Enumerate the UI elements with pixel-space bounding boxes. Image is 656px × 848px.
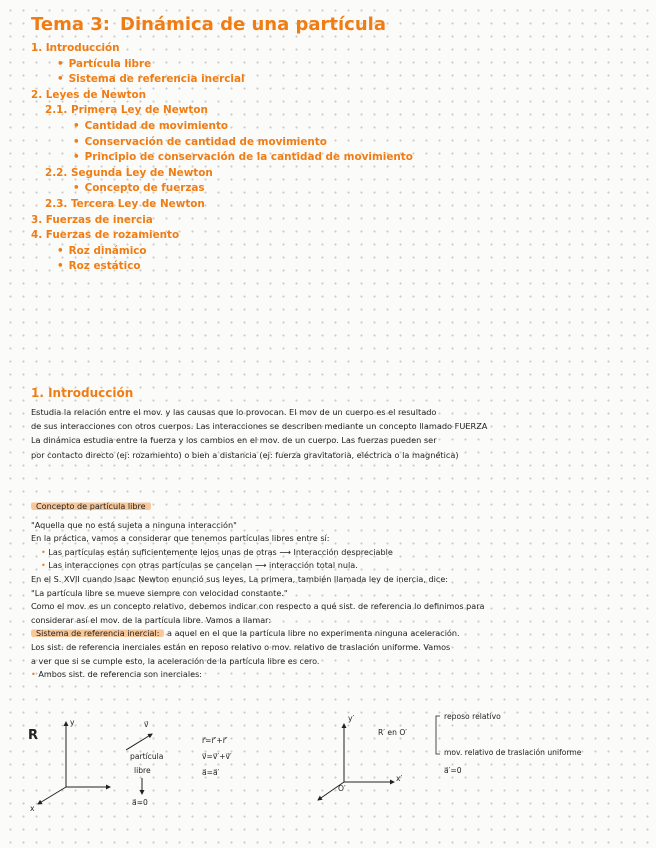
bullet-mark: • — [57, 73, 64, 86]
bullet-mark: • — [73, 119, 80, 132]
r-prime-label: R′ en O′ — [378, 728, 408, 737]
particle-line: a ver que si se cumple esto, la aceleración de la partícula libre es cero. — [31, 655, 320, 666]
particle-block — [31, 500, 636, 682]
equation-r: r⃗=r⃗′+r⃗′ — [202, 736, 228, 745]
paragraph-line: por contacto directo (ej: rozamiento) o bien a distancia (ej: fuerza gravitatoria, eléctrica o la magnética) — [31, 449, 459, 460]
a-zero-label: a⃗=0 — [132, 798, 148, 807]
y-label: y — [70, 718, 75, 727]
particle-line: En la práctica, vamos a considerar que tenemos partículas libres entre sí: — [31, 533, 330, 544]
toc-item-label: Roz dinámico — [68, 244, 147, 257]
velocity-arrow — [126, 734, 152, 750]
toc-item-label: 2.3. Tercera Ley de Newton — [45, 197, 205, 210]
list-item: • Ambos sist. de referencia son inerciales: — [31, 669, 203, 680]
sri-label: Sistema de referencia inercial: — [31, 628, 164, 638]
particle-bullet-last: Ambos sist. de referencia son inerciales: — [38, 669, 203, 680]
toc-item — [31, 228, 413, 244]
reposo-label: reposo relativo — [444, 712, 501, 721]
toc-item — [31, 103, 413, 119]
particle-line: Los sist. de referencia inerciales están en reposo relativo o mov. relativo de traslación uniforme. Vamos — [31, 641, 451, 652]
bullet-mark: • — [73, 135, 80, 148]
equation-v: v⃗=v⃗′+v⃗′ — [202, 752, 232, 761]
particle-line: En el S. XVII cuando Isaac Newton enunció sus leyes. La primera, también llamada ley de inercia, dice: — [31, 573, 449, 584]
frame-r-label: R — [28, 728, 39, 743]
particle-bullet: Las interacciones con otras partículas se cancelan ⟶ interacción total nula. — [48, 560, 358, 571]
bracket — [436, 716, 440, 754]
page-title — [31, 14, 386, 35]
reference-frames-diagram — [22, 712, 642, 842]
list-item: • Las interacciones con otras partículas se cancelan ⟶ interacción total nula. — [41, 560, 358, 571]
v-label: v⃗ — [144, 720, 149, 729]
particle-bullet: Las partículas están suficientemente lejos unas de otras ⟶ Interacción despreciable — [48, 546, 393, 557]
toc-item-label: Partícula libre — [68, 57, 152, 70]
particle-line: considerar así el mov. de la partícula libre. Vamos a llamar: — [31, 614, 272, 625]
particle-line: "Aquella que no está sujeta a ninguna interacción" — [31, 519, 237, 530]
y-prime-label: y′ — [348, 714, 355, 723]
toc-item — [31, 213, 413, 229]
mov-rel-label: mov. relativo de traslación uniforme — [444, 748, 582, 757]
particula-label: partícula — [130, 752, 164, 761]
toc-item — [31, 181, 413, 197]
title-text: Dinámica de una partícula — [120, 14, 386, 35]
x-label: x — [30, 804, 35, 813]
toc-item — [31, 41, 413, 57]
bullet-mark: • — [57, 57, 64, 70]
toc-item-label: 2.2. Segunda Ley de Newton — [45, 166, 213, 179]
toc-item — [31, 119, 413, 135]
diagram-lines — [22, 712, 642, 842]
toc-item-label: Concepto de fuerzas — [84, 182, 205, 195]
paragraph-line: La dinámica estudia entre la fuerza y los cambios en el mov. de un cuerpo. Las fuerzas pueden ser — [31, 435, 437, 446]
paragraph-line: de sus interacciones con otros cuerpos. Las interacciones se describen mediante un concepto llamado FUERZA — [31, 421, 488, 432]
section-1-paragraph — [31, 405, 631, 462]
sri-definition: a aquel en el que la partícula libre no experimenta ninguna aceleración. — [167, 628, 460, 639]
table-of-contents — [31, 41, 413, 275]
toc-item-label: Cantidad de movimiento — [84, 119, 229, 132]
toc-item — [31, 135, 413, 151]
toc-item-label: Conservación de cantidad de movimiento — [84, 135, 327, 148]
bullet-mark: • — [73, 151, 80, 164]
equation-a: a⃗=a⃗′ — [202, 768, 220, 777]
toc-item — [31, 72, 413, 88]
section-1-title: 1. Introducción — [31, 386, 134, 400]
z-prime-label: x′ — [396, 774, 403, 783]
toc-item — [31, 259, 413, 275]
toc-item-label: 2. Leyes de Newton — [31, 88, 147, 101]
bullet-mark: • — [57, 260, 64, 273]
bullet-mark: • — [73, 182, 80, 195]
toc-item — [31, 166, 413, 182]
toc-item — [31, 244, 413, 260]
x-axis-left — [38, 787, 66, 804]
libre-label: libre — [134, 766, 151, 775]
toc-item-label: Sistema de referencia inercial — [68, 73, 245, 86]
toc-item-label: Principio de conservación de la cantidad de movimiento — [84, 151, 413, 164]
list-item: • Las partículas están suficientemente lejos unas de otras ⟶ Interacción despreciable — [41, 546, 393, 557]
toc-item-label: Roz estático — [68, 260, 141, 273]
a-prime-zero-label: a⃗′=0 — [444, 766, 462, 775]
particle-line: Como el mov. es un concepto relativo, debemos indicar con respecto a qué sist. de referencia lo definimos para — [31, 601, 485, 612]
toc-item-label: 3. Fuerzas de inercia — [31, 213, 153, 226]
toc-item — [31, 57, 413, 73]
bullet-mark: • — [57, 244, 64, 257]
o-prime-label: O′ — [338, 784, 346, 793]
paragraph-line: Estudia la relación entre el mov. y las causas que lo provocan. El mov de un cuerpo es el resultado — [31, 407, 437, 417]
title-number: Tema 3: — [31, 14, 110, 35]
toc-item — [31, 150, 413, 166]
particle-heading: Concepto de partícula libre — [31, 501, 151, 511]
toc-item — [31, 197, 413, 213]
toc-item-label: 1. Introducción — [31, 42, 120, 54]
particle-line: "La partícula libre se mueve siempre con velocidad constante." — [31, 587, 288, 598]
toc-item-label: 4. Fuerzas de rozamiento — [31, 229, 180, 242]
toc-item — [31, 88, 413, 104]
toc-item-label: 2.1. Primera Ley de Newton — [45, 104, 208, 117]
